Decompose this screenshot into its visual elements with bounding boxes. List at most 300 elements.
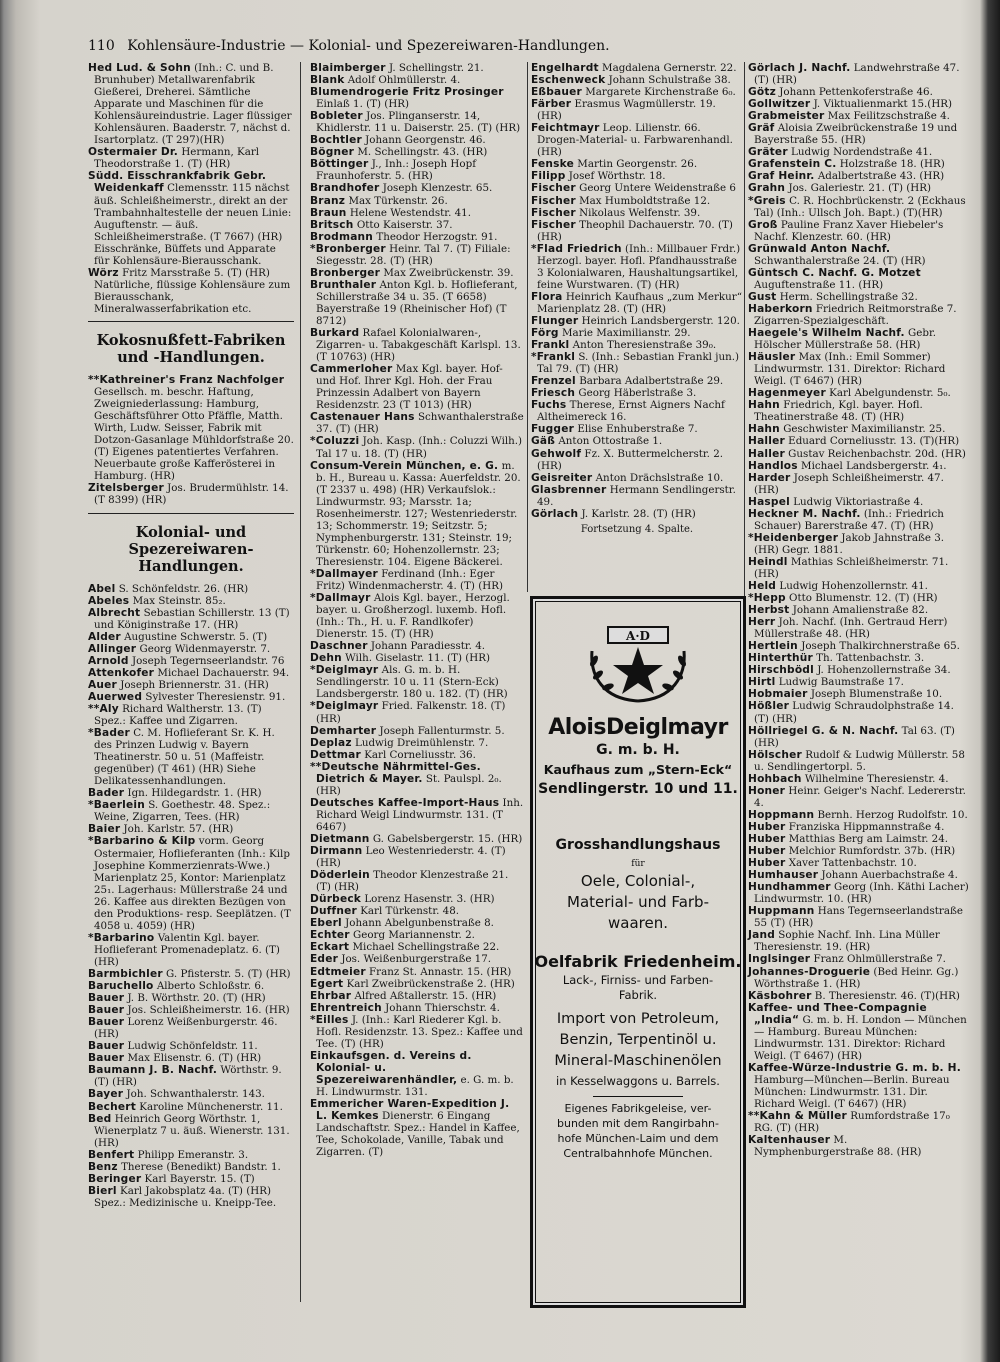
entry-details: Max Steinstr. 85₂. [132,594,226,607]
entry-details: Michael Schellingstraße 22. [352,941,500,954]
entry-name: Hagenmeyer [748,387,826,400]
entry-name: Götz [748,86,777,99]
entry-details: J. Karlstr. 28. (T) (HR) [581,507,696,520]
entry-details: Jos. Plinganserstr. 14, Khidlerstr. 11 u. Daiserstr. 25. (T) (HR) [316,110,521,135]
entry-name: Dietmann [310,833,370,845]
entry-name: *Heidenberger [748,531,839,544]
directory-entry [310,893,524,905]
entry-name: Bauer [88,992,125,1005]
directory-entry [748,291,970,303]
entry-name: Kaltenhauser [748,1134,831,1147]
goods-line: waaren. [608,914,668,932]
entry-details: Martin Georgenstr. 26. [577,158,698,171]
entry-name: Herbst [748,604,790,617]
entry-name: Graf Heinr. [748,170,815,183]
entry-details: Joseph Fallenturmstr. 5. [379,724,505,737]
entry-name: Auer [88,678,117,691]
entry-name: *Frankl [531,351,576,364]
directory-entry [310,592,524,640]
entry-name: Südd. Eisschrankfabrik Gebr. Weidenkaff [88,170,267,195]
directory-entry [748,604,970,616]
entry-name: Brunthaler [310,278,377,291]
directory-entry [88,1016,294,1040]
tank-wagons-note: in Kesselwaggons u. Barrels. [556,1074,720,1088]
directory-entry [748,821,970,833]
entry-name: Färber [531,98,572,111]
directory-entry [88,835,294,931]
firm-name: AloisDeiglmayr [548,715,728,740]
entry-name: Consum-Verein München, e. G. [310,459,499,472]
directory-entry [310,279,524,327]
directory-entry [88,655,294,667]
entry-details: Otto Blumenstr. 12. (T) (HR) [789,592,938,605]
directory-entry [88,1101,294,1113]
directory-entry [310,869,524,893]
star-wreath-logo [533,621,743,711]
entry-name: Hirschbödl [748,664,814,677]
entry-details: J., Inh.: Joseph Hopf Fraunhoferstr. 5. (HR) [316,158,477,183]
lacquer-line: Lack-, Firniss- und Farben- [562,973,714,987]
entry-list-column-4 [748,62,970,1158]
directory-entry [310,941,524,953]
entry-name: Heckner M. Nachf. [748,507,861,520]
entry-details: vorm. Georg Ostermaier, Hoflieferanten (Inh.: Kilp Josephine Kommerzienrats-Wwe.) Marienplatz 25, Kontor: Marienplatz 25₁. Lagerhaus: Müllerstraße 24 und 26. Kaffee aus direkten Bezügen von den Produktions- resp. Seeplätzen. (T 4058 u. 4059) (HR) [94,835,291,932]
entry-details: Ign. Hildegardstr. 1. (HR) [127,787,262,800]
rail-line: Centralbahnhofe München. [563,1147,713,1160]
entry-details: (Inh.: Friedrich Schauer) Barerstraße 47. (T) (HR) [754,507,944,532]
directory-entry [748,86,970,98]
entry-name: Handlos [748,459,798,472]
entry-list-kohlensaeure [88,62,294,315]
entry-details: Magdalena Gernerstr. 22. [602,62,737,74]
lacquer-line: Fabrik. [618,988,658,1002]
directory-entry [88,667,294,679]
entry-details: Hamburg—München—Berlin. Bureau München: Lindwurmstr. 131. Dir. Richard Weigl. (T 6467) (HR) [754,1073,950,1111]
entry-name: Fischer [531,206,576,219]
entry-name: Branz [310,194,346,207]
entry-name: Güntsch C. Nachf. G. Motzet [748,266,921,279]
directory-entry [310,267,524,279]
directory-entry [310,231,524,243]
entry-name: *Coluzzi [310,435,360,448]
entry-details: Theophil Dachauerstr. 70. (T)(HR) [537,218,733,243]
directory-entry [748,508,970,532]
entry-details: Heinrich Landsbergerstr. 120. [581,314,740,327]
entry-name: Hoppmann [748,808,815,821]
directory-entry [310,797,524,833]
directory-entry [531,182,743,194]
entry-details: Ludwig Viktoriastraße 4. [793,495,924,508]
rail-line: hofe München-Laim und dem [557,1132,719,1145]
entry-details: Inh. Richard Weigl Lindwurmstr. 131. (T 6467) [316,796,524,833]
entry-details: Clemensstr. 115 nächst äuß. Schleißheimerstr., direkt an der Trambahnhaltestelle der neuen Linie: Auguftenstr. — äuß. Schleißheimerstraße. (T 7667) (HR) Eisschränke, Büffets und Apparate für Kohlensäure-Bierausschank. [94,182,292,267]
entry-details: Heinrich Kaufhaus „zum Merkur“ Marienplatz 28. (T) (HR) [537,290,742,315]
entry-details: Karl Jakobsplatz 4a. (T) (HR) Spez.: Medizinische u. Kneipp-Tee. [94,1184,277,1209]
directory-entry [748,460,970,472]
entry-details: Sebastian Schillerstr. 13 (T) und Königinstraße 17. (HR) [94,606,290,631]
directory-entry [748,905,970,929]
entry-name: Duffner [310,905,357,918]
entry-name: Blaimberger [310,62,386,74]
directory-entry [88,583,294,595]
entry-details: Schwanthalerstraße 24. (T) (HR) [754,254,926,267]
entry-details: Joh. Schwanthalerstr. 143. [126,1088,265,1101]
entry-details: (Bed Heinr. Gg.) Wörthstraße 1. (HR) [754,965,959,990]
entry-details: Franziska Hippmannstraße 4. [788,820,945,833]
directory-entry [748,267,970,291]
entry-details: Max Zweibrückenstr. 39. [383,266,514,279]
entry-list-column-2 [310,62,524,1158]
entry-name: Baruchello [88,980,154,993]
entry-name: Böttinger [310,158,369,171]
directory-entry [310,411,524,435]
entry-name: Baumann J. B. Nachf. [88,1064,218,1077]
directory-entry [310,182,524,194]
directory-entry [748,929,970,953]
directory-entry [310,953,524,965]
directory-entry [310,749,524,761]
entry-details: Gustav Reichenbachstr. 20d. (HR) [788,447,966,460]
directory-entry [310,110,524,134]
entry-name: Bierl [88,1184,117,1197]
directory-entry [310,700,524,724]
directory-entry [531,339,743,351]
directory-entry [531,484,743,508]
goods-line: Oele, Colonial-, [580,872,696,890]
entry-name: Herr [748,616,776,629]
entry-details: Johann Thierschstr. 4. [385,1001,500,1014]
entry-details: M. Schellingstr. 43. (HR) [357,146,488,159]
entry-details: Joseph Klenzestr. 65. [382,182,493,195]
directory-entry [310,363,524,411]
directory-entry [748,700,970,724]
entry-name: *Baerlein [88,799,145,812]
directory-entry [88,787,294,799]
page-number: 110 [88,38,115,54]
directory-entry [88,799,294,823]
kaufhaus-name: Kaufhaus zum „Stern-Eck“ [543,762,733,777]
entry-details: e. G. m. b. H. Lindwurmstr. 131. [316,1073,514,1098]
entry-details: Franz St. Annastr. 15. (HR) [369,965,512,978]
entry-details: Heinr. Geiger's Nachf. Ledererstr. 4. [754,784,966,809]
entry-details: Joseph Blumenstraße 10. [810,688,943,701]
entry-details: Therese (Benedikt) Bandstr. 1. [121,1160,281,1173]
directory-entry [310,134,524,146]
directory-entry [310,1002,524,1014]
directory-entry [88,932,294,968]
entry-name: Ehrbar [310,989,352,1002]
entry-details: Jos. Schleißheimerstr. 16. (HR) [127,1004,290,1017]
entry-name: *Bronberger [310,242,386,255]
entry-name: Hertlein [748,640,798,653]
entry-details: Therese, Ernst Aigners Nachf Altheimereck 16. [537,399,725,424]
entry-details: Johann Auerbachstraße 4. [821,869,958,882]
directory-entry [531,351,743,375]
directory-entry [748,857,970,869]
entry-name: Huber [748,857,786,870]
entry-name: Dirmann [310,845,363,858]
wholesale-heading: Grosshandlungshaus [555,837,721,853]
entry-name: Groß [748,218,778,231]
goods-line: Material- und Farb- [567,893,709,911]
entry-name: Käsbohrer [748,989,812,1002]
entry-details: Auguftenstraße 11. (HR) [754,278,884,291]
entry-details: S. (Inh.: Sebastian Frankl jun.) Tal 79. (T) (HR) [537,351,739,376]
entry-name: Gäß [531,435,556,448]
directory-entry [748,1002,970,1062]
entry-details: C. M. Hoflieferant Sr. K. H. des Prinzen Ludwig v. Bayern Theatinerstr. 50 u. 51 (Maffeistr. gegenüber) (T 461) (HR) Siehe Delikatessenhandlungen. [94,727,275,788]
directory-entry [310,737,524,749]
entry-details: Max Humboldtstraße 12. [579,194,711,207]
entry-details: St. Paulspl. 2₀. (HR) [316,772,502,797]
directory-entry [310,243,524,267]
entry-details: Valentin Kgl. bayer. Hoflieferant Promenadeplatz. 6. (T) (HR) [94,931,280,968]
directory-entry [88,703,294,727]
entry-name: Gust [748,290,777,303]
entry-name: *Flad Friedrich [531,242,622,255]
directory-entry [310,158,524,182]
entry-name: Hundhammer [748,881,831,894]
entry-name: Höllriegel G. & N. Nachf. [748,724,899,737]
entry-details: Elise Enhuberstraße 7. [577,423,698,436]
rail-line: bunden mit dem Rangirbahn- [557,1117,719,1130]
entry-name: Blank [310,74,345,87]
directory-entry [310,1014,524,1050]
entry-name: Dürbeck [310,893,362,906]
directory-entry [748,110,970,122]
entry-name: Burkard [310,327,360,340]
directory-entry [531,472,743,484]
entry-name: Benfert [88,1148,135,1161]
entry-details: J. (Inh.: Karl Riederer Kgl. b. Hofl. Residenzstr. 13. Spez.: Kaffee und Tee. (T) (HR) [316,1013,523,1050]
entry-details: J. Schellingstr. 21. [389,62,484,74]
entry-details: Georg Untere Weidenstraße 6 [579,182,736,195]
directory-entry [531,207,743,219]
entry-name: Filipp [531,170,566,183]
directory-entry [748,640,970,652]
entry-details: Jos. Brudermühlstr. 14. (T 8399) (HR) [94,482,289,507]
directory-entry [748,399,970,423]
entry-details: S. Goethestr. 48. Spez.: Weine, Zigarren, Tees. (HR) [94,799,271,824]
entry-name: Flunger [531,314,579,327]
directory-entry [310,86,524,110]
entry-details: Joseph Schleißheimerstr. 47. (HR) [754,471,944,496]
entry-name: Huppmann [748,905,815,918]
entry-details: Fz. X. Buttermelcherstr. 2. (HR) [537,447,724,472]
entry-name: *Hepp [748,592,786,605]
svg-text:A·D: A·D [626,629,650,643]
entry-details: Alberto Schloßstr. 6. [156,980,265,993]
entry-details: Marie Maximilianstr. 29. [561,327,691,340]
ad-divider [593,1096,683,1097]
directory-entry [88,980,294,992]
entry-name: Baier [88,823,121,836]
directory-entry [88,1185,294,1209]
directory-entry [748,448,970,460]
directory-entry [748,219,970,243]
directory-entry [748,785,970,809]
entry-name: Gräter [748,146,788,159]
directory-entry [531,435,743,447]
entry-name: Huber [748,833,786,845]
directory-entry [88,968,294,980]
section-divider [88,321,294,322]
entry-details: Karl Abelgundenstr. 5₀. [829,387,951,400]
entry-name: Häusler [748,351,796,364]
entry-details: Karl Zweibrückenstraße 2. (HR) [346,977,515,990]
entry-details: Aloisia Zweibrückenstraße 19 und Bayerstraße 55. (HR) [754,122,958,147]
directory-entry [748,195,970,219]
directory-entry [748,809,970,821]
entry-details: Georg Häberlstraße 3. [578,387,697,400]
entry-name: Bechert [88,1100,136,1113]
directory-entry [310,978,524,990]
entry-details: Karoline Münchenerstr. 11. [139,1100,283,1113]
directory-entry [748,556,970,580]
entry-details: Geschwister Maximilianstr. 25. [783,423,946,436]
directory-entry [748,725,970,749]
entry-name: Eßbauer [531,86,582,99]
entry-details: Georg Widenmayerstr. 7. [139,642,271,655]
directory-entry [531,423,743,435]
column-2 [310,62,524,1158]
directory-entry [310,219,524,231]
entry-details: Bernh. Herzog Rudolfstr. 10. [817,808,968,821]
directory-entry [310,761,524,797]
entry-details: Th. Tattenbachstr. 3. [816,652,925,665]
entry-details: Ferdinand (Inh.: Eger Fritz) Windenmacherstr. 4. (T) (HR) [316,567,503,593]
directory-entry [748,1062,970,1110]
entry-name: Bauer [88,1004,125,1017]
directory-entry [748,351,970,387]
entry-details: Theodor Klenzestraße 21. (T) (HR) [316,869,509,894]
directory-entry [748,664,970,676]
import-line: Mineral-Maschinenölen [554,1053,722,1069]
directory-entry [748,98,970,110]
entry-details: Josef Wörthstr. 18. [568,170,666,183]
entry-name: Heindl [748,555,788,568]
directory-entry [88,1040,294,1052]
page-header [88,38,968,60]
entry-details: Wilhelmine Theresienstr. 4. [804,772,949,785]
entry-details: J. Hohenzollernstraße 34. [817,664,951,677]
entry-details: J. B. Wörthstr. 20. (T) (HR) [127,992,266,1005]
directory-entry [748,182,970,194]
directory-entry [748,749,970,773]
entry-details: Wilh. Giselastr. 11. (T) (HR) [345,652,491,665]
entry-details: Otto Kaiserstr. 37. [356,218,453,231]
entry-name: **Aly [88,702,119,715]
column-rule-1 [300,62,301,1302]
directory-entry [88,679,294,691]
entry-details: Theodor Herzogstr. 91. [376,230,498,243]
entry-details: Joh. Kasp. (Inh.: Coluzzi Wilh.) Tal 17 u. 18. (T) (HR) [316,435,523,460]
entry-details: Anton Drächslstraße 10. [595,471,724,484]
directory-entry [748,1110,970,1134]
directory-entry [88,992,294,1004]
entry-name: Grafenstein C. [748,158,837,171]
entry-details: Heinrich Georg Wörthstr. 1, Wienerplatz 7 u. äuß. Wienerstr. 131. (HR) [94,1112,290,1149]
directory-entry [748,146,970,158]
directory-entry [748,170,970,182]
directory-entry [88,146,294,170]
entry-name: *Deiglmayr [310,664,379,677]
entry-name: Haller [748,447,785,460]
entry-name: Kaffee- und Thee-Compagnie „India“ [748,1001,927,1026]
directory-entry [748,303,970,327]
entry-name: Humhauser [748,869,819,882]
entry-details: B. Theresienstr. 46. (T)(HR) [814,989,960,1002]
directory-entry [748,435,970,447]
entry-details: Philipp Emeranstr. 3. [137,1148,249,1161]
entry-name: Edtmeier [310,965,366,978]
entry-name: Zitelsberger [88,482,164,495]
entry-name: Harder [748,471,791,484]
entry-details: Adalbertstraße 43. (HR) [817,170,945,183]
entry-name: Hohbach [748,772,802,785]
entry-details: Karl Corneliusstr. 36. [364,748,476,761]
entry-name: Bed [88,1112,112,1125]
entry-name: Auerwed [88,690,143,703]
entry-details: Max Feilitzschstraße 4. [827,110,950,123]
entry-name: *Barbarino & Kilp [88,835,196,848]
rail-siding-text [533,1101,743,1161]
entry-details: Franz Ohlmüllerstraße 7. [813,953,946,966]
entry-details: Joh. Nachf. (Inh. Gertraud Herr) Müllerstraße 48. (HR) [754,616,948,641]
entry-details: Landwehrstraße 47. (T) (HR) [754,62,960,87]
entry-details: Schwanthalerstraße 37. (T) (HR) [316,411,524,436]
entry-name: Frenzel [531,375,576,388]
entry-name: Gehwolf [531,447,582,460]
directory-entry [88,631,294,643]
directory-entry [531,375,743,387]
entry-details: Max Elisenstr. 6. (T) (HR) [127,1052,262,1065]
entry-name: Bobleter [310,110,363,123]
entry-name: Abel [88,582,116,595]
directory-entry [531,74,743,86]
entry-name: Kaffee-Würze-Industrie G. m. b. H. [748,1061,961,1074]
entry-details: Rudolf & Ludwig Müllerstr. 58 u. Sendlingertorpl. 5. [754,748,965,773]
entry-details: Friedrich, Kgl. bayer. Hofl. Theatinerstraße 48. (T) (HR) [754,399,923,424]
entry-details: J. Viktualienmarkt 15.(HR) [813,98,953,111]
directory-entry [748,652,970,664]
entry-name: Hobmaier [748,688,808,701]
directory-entry [88,691,294,703]
entry-details: Johann Amalienstraße 82. [792,604,929,617]
entry-name: Daschner [310,640,368,653]
directory-entry [88,62,294,146]
entry-details: Melchior Rumfordstr. 37b. (HR) [788,845,956,858]
for-label: für [631,859,645,869]
entry-details: Einlaß 1. (T) (HR) [316,98,410,111]
entry-details: Sylvester Theresienstr. 91. [145,690,286,703]
column-1 [88,62,294,1209]
entry-details: Georg (Inh. Käthi Lacher) Lindwurmstr. 10. (HR) [754,881,969,906]
entry-name: Fischer [531,218,576,231]
entry-name: Ehrentreich [310,1001,382,1014]
entry-name: Cammerloher [310,363,393,376]
directory-entry [88,823,294,835]
entry-name: Emmericher Waren-Expedition J. L. Kemkes [310,1098,510,1123]
entry-name: Hinterthür [748,652,813,665]
entry-details: Ludwig Nordendstraße 41. [791,146,933,159]
directory-entry [88,1161,294,1173]
directory-entry [310,327,524,363]
entry-details: Eduard Corneliusstr. 13. (T)(HR) [788,435,960,448]
entry-name: Hahn [748,399,780,412]
directory-entry [310,1050,524,1098]
entry-details: Nikolaus Welfenstr. 39. [579,206,701,219]
